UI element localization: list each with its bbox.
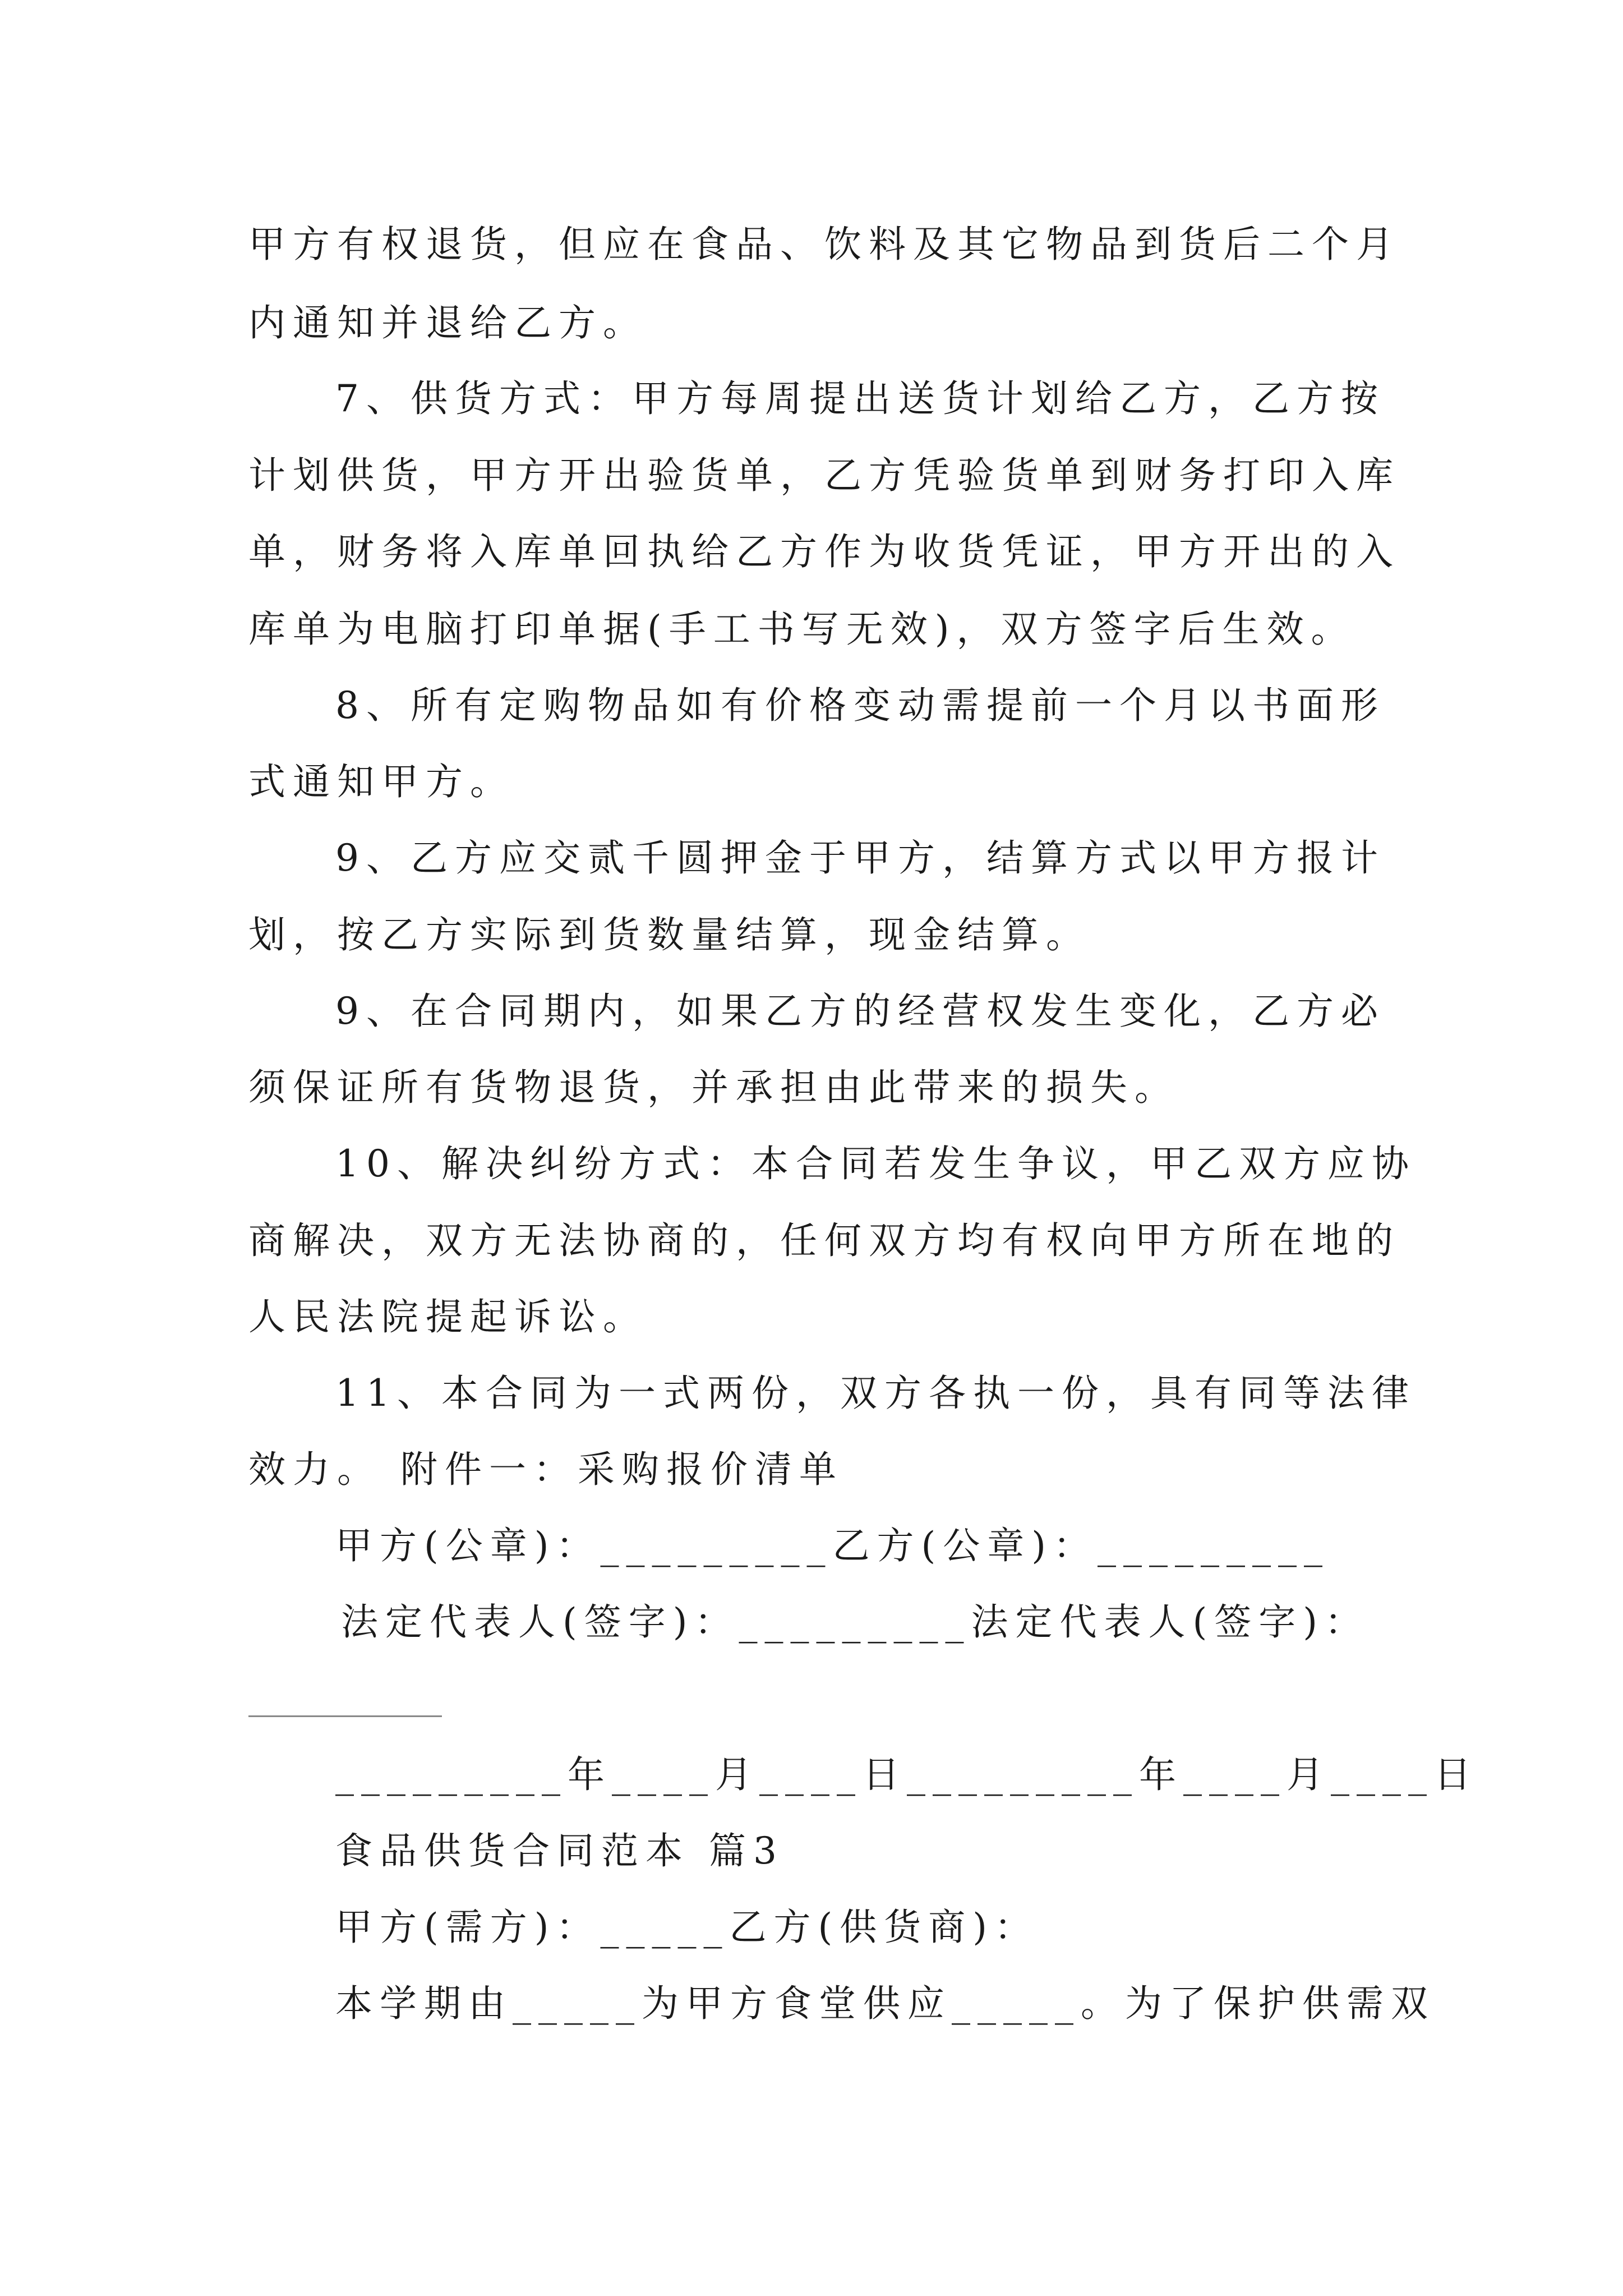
seal-line: 甲方(公章)：_________乙方(公章)：_________: [335, 1524, 1330, 1567]
clause-7-line-3: 单，财务将入库单回执给乙方作为收货凭证，甲方开出的入: [248, 530, 1400, 573]
clause-7-line-4: 库单为电脑打印单据(手工书写无效)，双方签字后生效。: [248, 608, 1355, 651]
clause-7-line-2: 计划供货，甲方开出验货单，乙方凭验货单到财务打印入库: [248, 454, 1400, 497]
clause-11-line-1: 11、本合同为一式两份，双方各执一份，具有同等法律: [335, 1372, 1416, 1415]
clause-10-line-1: 10、解决纠纷方式：本合同若发生争议，甲乙双方应协: [335, 1142, 1416, 1185]
date-line: _________年____月____日_________年____月____日: [335, 1753, 1478, 1796]
body-line-2: 内通知并退给乙方。: [248, 301, 647, 344]
clause-7-line-1: 7、供货方式：甲方每周提出送货计划给乙方，乙方按: [335, 377, 1385, 420]
clause-10-line-3: 人民法院提起诉讼。: [248, 1295, 647, 1338]
parties-line: 甲方(需方)：_____乙方(供货商)：: [335, 1906, 1039, 1949]
section-title: 食品供货合同范本 篇3: [335, 1829, 784, 1872]
clause-9a-line-2: 划，按乙方实际到货数量结算，现金结算。: [248, 913, 1090, 956]
clause-9b-line-1: 9、在合同期内，如果乙方的经营权发生变化，乙方必: [335, 990, 1385, 1033]
representative-line: 法定代表人(签字)：_________法定代表人(签字)：: [341, 1600, 1369, 1644]
clause-8-line-2: 式通知甲方。: [248, 760, 514, 803]
clause-9b-line-2: 须保证所有货物退货，并承担由此带来的损失。: [248, 1066, 1179, 1109]
clause-8-line-1: 8、所有定购物品如有价格变动需提前一个月以书面形: [335, 684, 1385, 727]
body-line-1: 甲方有权退货，但应在食品、饮料及其它物品到货后二个月: [248, 223, 1400, 266]
intro-line: 本学期由_____为甲方食堂供应_____。为了保护供需双: [335, 1982, 1435, 2025]
clause-11-line-2: 效力。 附件一：采购报价清单: [248, 1448, 843, 1491]
signature-blank-rule: [248, 1715, 442, 1717]
clause-10-line-2: 商解决，双方无法协商的，任何双方均有权向甲方所在地的: [248, 1219, 1400, 1262]
clause-9a-line-1: 9、乙方应交贰千圆押金于甲方，结算方式以甲方报计: [335, 836, 1385, 880]
